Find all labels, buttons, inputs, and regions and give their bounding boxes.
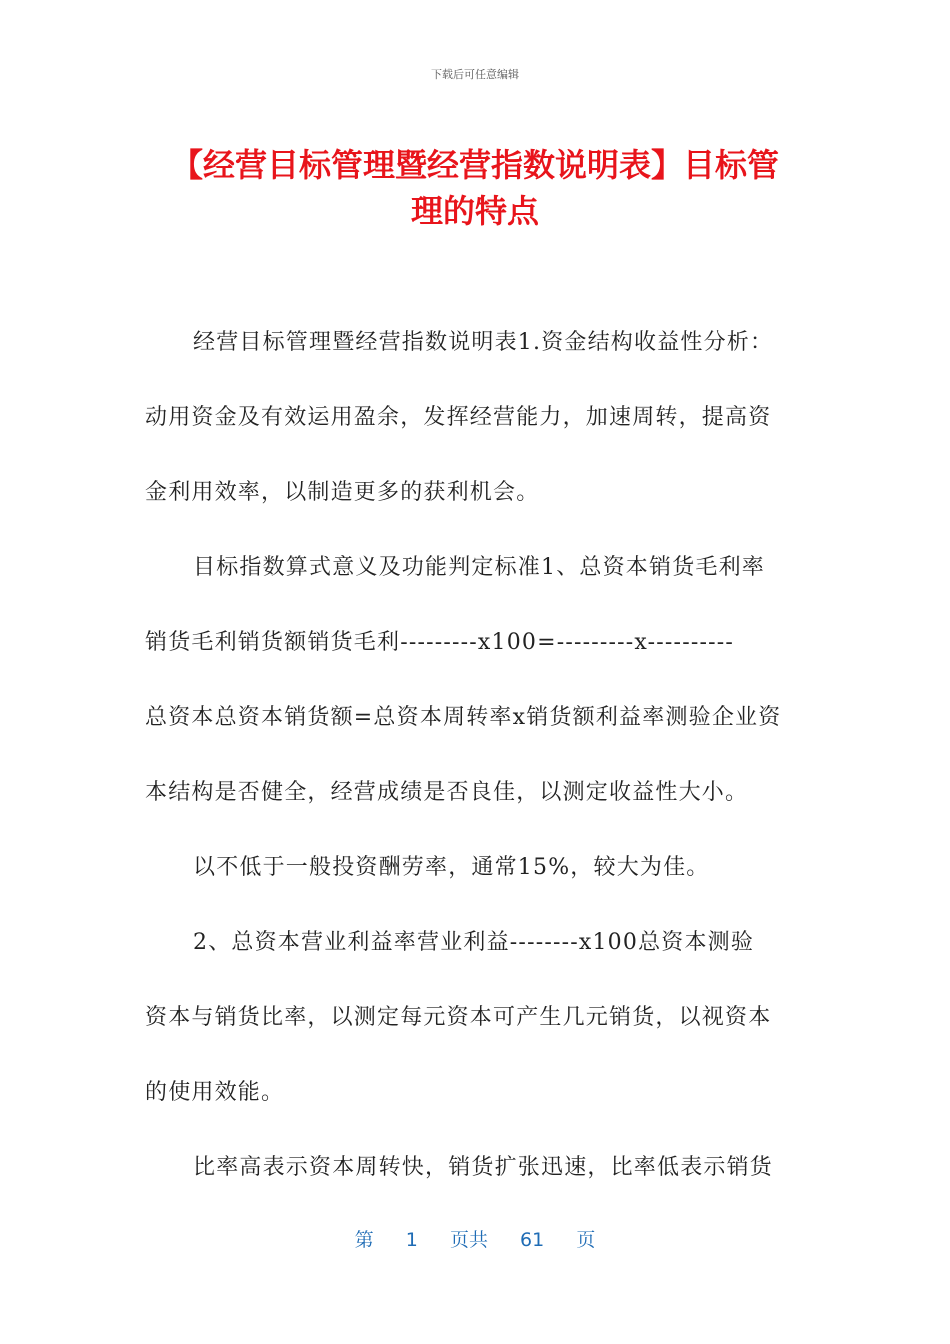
total-pages: 61 [520,1229,545,1251]
paragraph-line: 总资本总资本销货额=总资本周转率x销货额利益率测验企业资 [145,705,782,730]
page-suffix: 页 [576,1229,596,1251]
paragraph-line: 经营目标管理暨经营指数说明表1.资金结构收益性分析： [193,330,774,355]
page-prefix: 第 [354,1229,374,1251]
document-body [145,320,805,1220]
title-line-2: 理的特点 [410,192,539,230]
paragraph-line: 本结构是否健全，经营成绩是否良佳，以测定收益性大小。 [145,780,749,805]
page-number: 1 [405,1229,418,1251]
paragraph-line: 2、总资本营业利益率营业利益--------x100总资本测验 [193,930,755,955]
title-line-1: 【经营目标管理暨经营指数说明表】目标管 [170,146,779,184]
paragraph-line: 以不低于一般投资酬劳率，通常15%，较大为佳。 [193,855,710,880]
paragraph-line: 资本与销货比率，以测定每元资本可产生几元销货，以视资本 [145,1005,772,1030]
page-footer [0,1225,950,1252]
header-note: 下载后可任意编辑 [431,68,519,81]
page-middle: 页共 [449,1229,488,1251]
paragraph-line: 目标指数算式意义及功能判定标准1、总资本销货毛利率 [193,555,765,580]
paragraph-line: 销货毛利销货额销货毛利---------x100=---------x---------- [145,630,734,655]
paragraph-line: 动用资金及有效运用盈余，发挥经营能力，加速周转，提高资 [145,405,772,430]
document-title [145,142,805,234]
paragraph-line: 金利用效率，以制造更多的获利机会。 [145,480,540,505]
paragraph-line: 的使用效能。 [145,1080,285,1105]
paragraph-line: 比率高表示资本周转快，销货扩张迅速，比率低表示销货 [193,1155,774,1180]
